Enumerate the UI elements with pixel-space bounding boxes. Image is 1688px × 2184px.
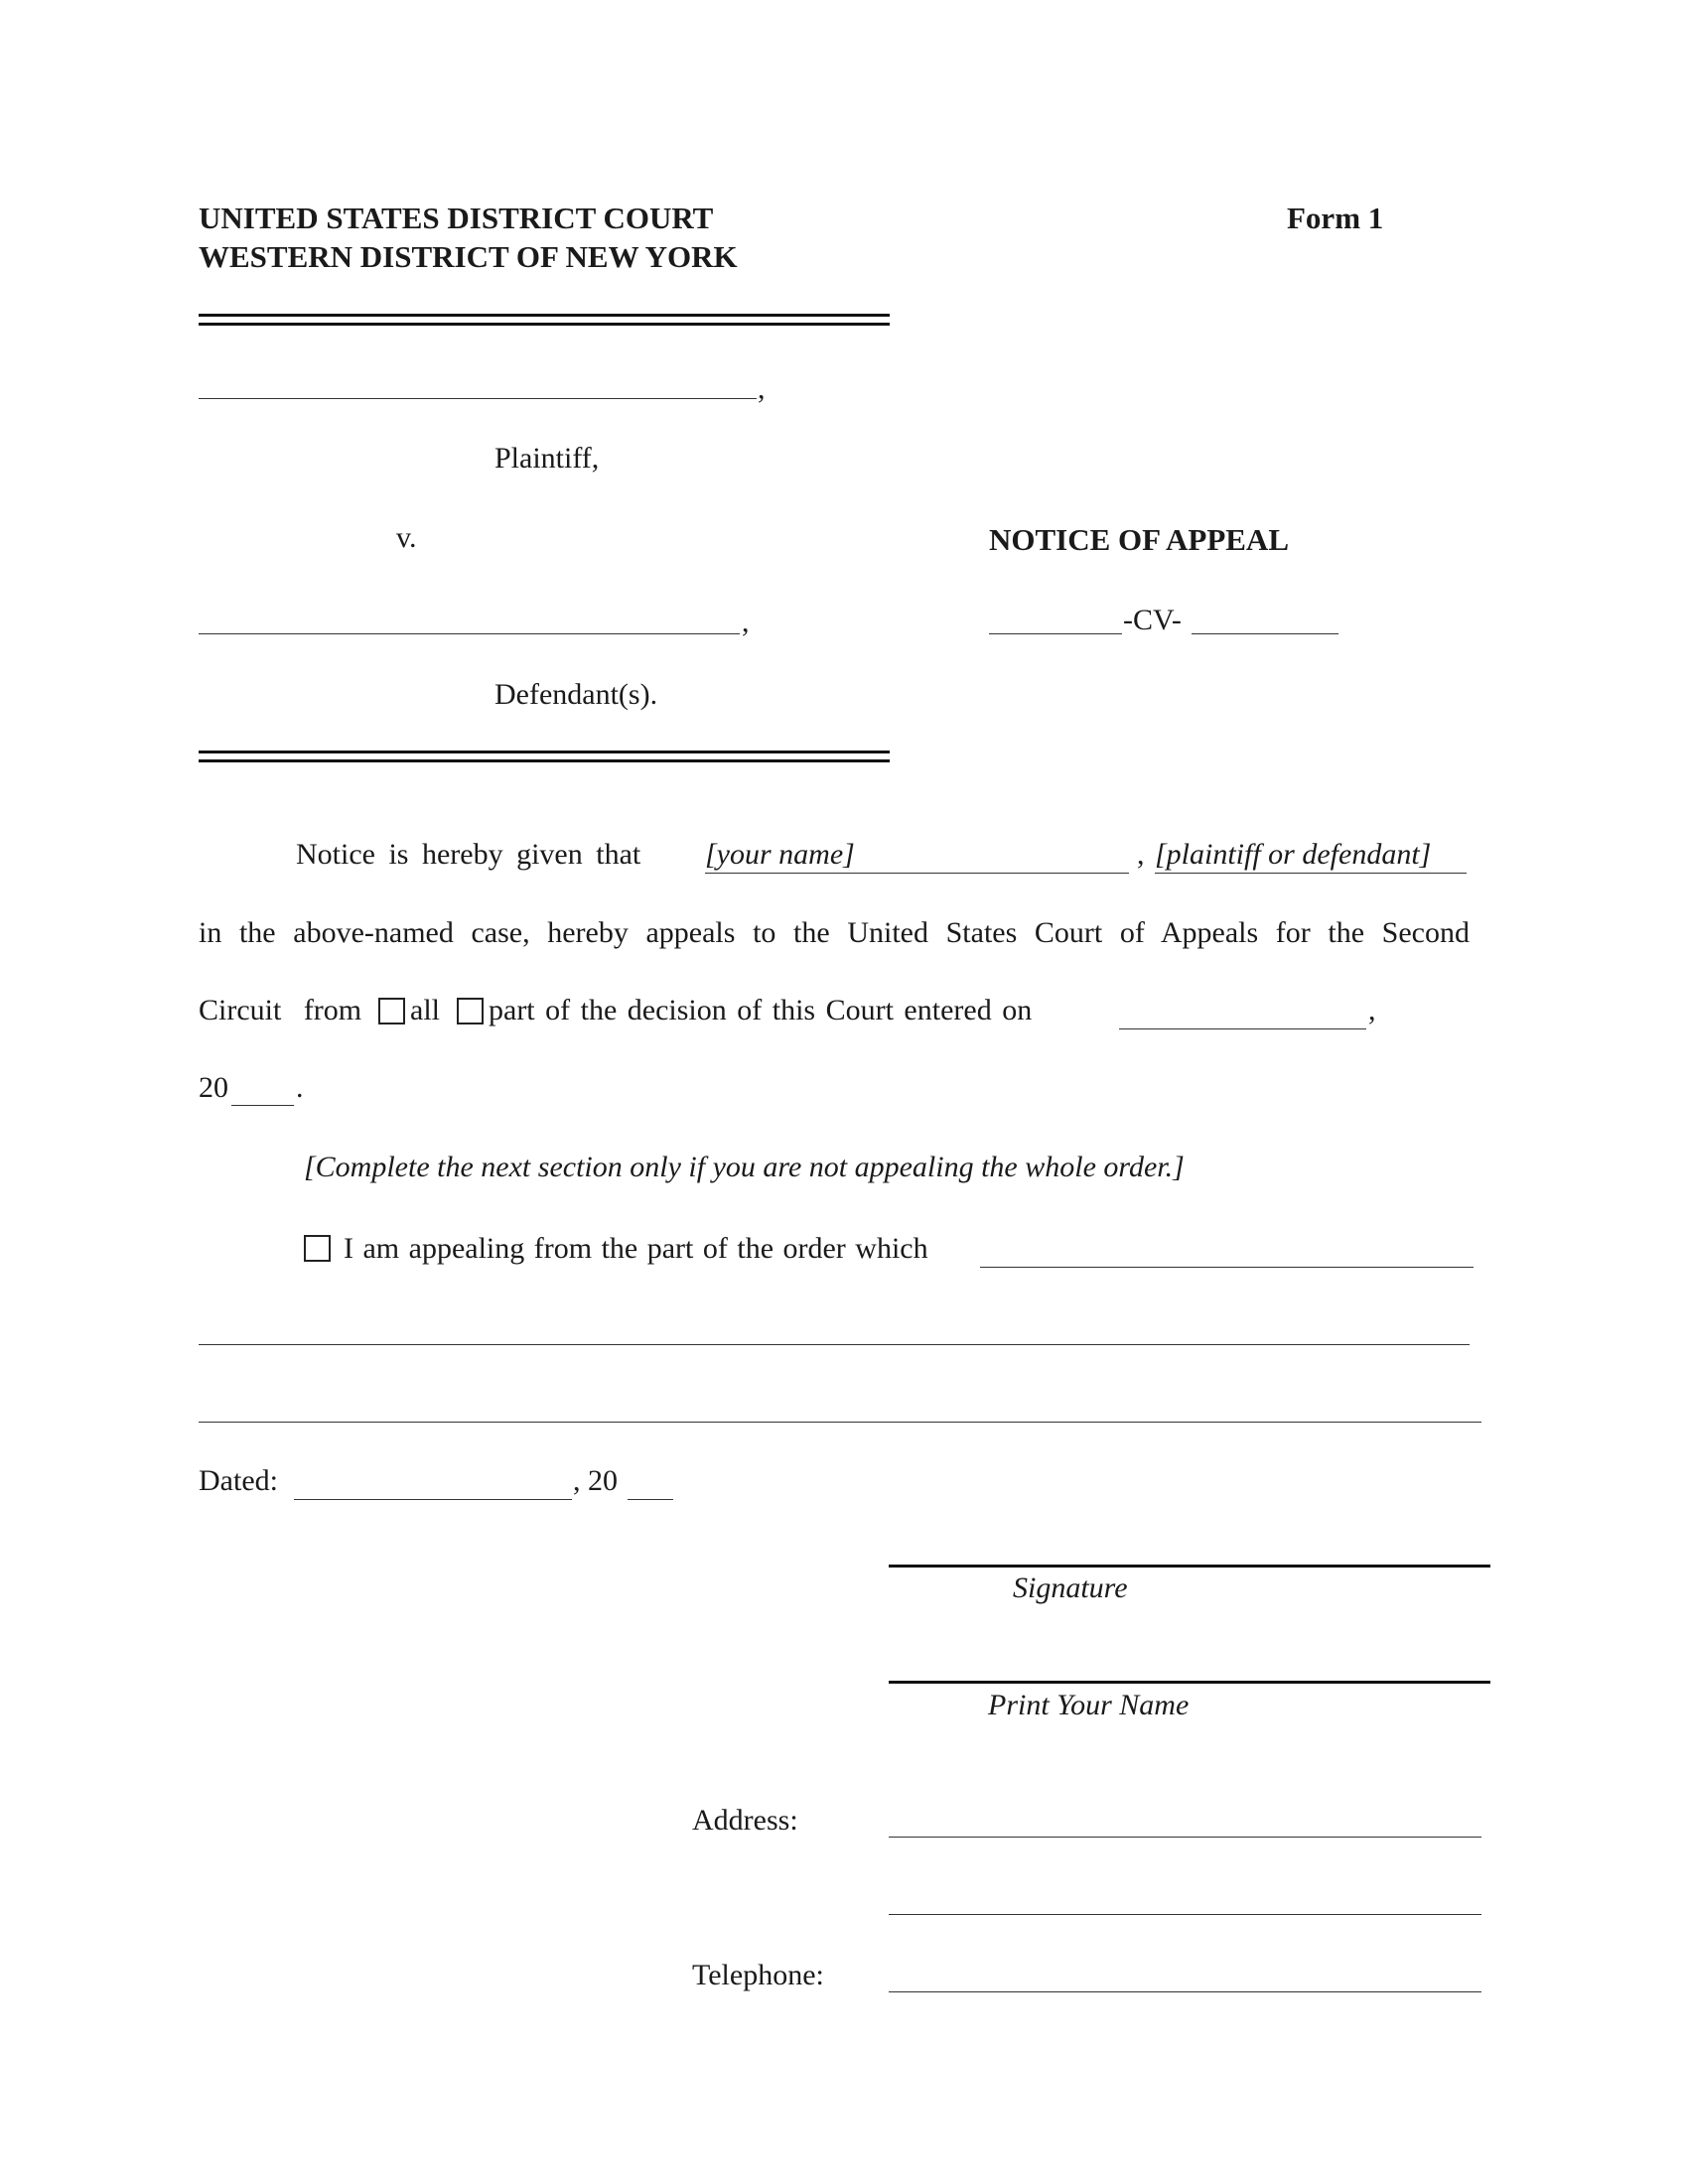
dated-year-prefix: , 20 bbox=[573, 1464, 618, 1497]
party-field[interactable] bbox=[1155, 873, 1467, 874]
signature-label: Signature bbox=[1013, 1571, 1128, 1604]
part-checkbox[interactable] bbox=[457, 998, 484, 1024]
address-field-2[interactable] bbox=[889, 1914, 1481, 1915]
year-prefix: 20 bbox=[199, 1071, 228, 1104]
address-field-1[interactable] bbox=[889, 1837, 1481, 1838]
form-label: Form 1 bbox=[1287, 201, 1384, 235]
case-number-year-field[interactable] bbox=[989, 633, 1122, 634]
partial-appeal-field-1[interactable] bbox=[980, 1267, 1474, 1268]
partial-appeal-field-2[interactable] bbox=[199, 1344, 1470, 1345]
telephone-field[interactable] bbox=[889, 1991, 1481, 1992]
signature-line[interactable] bbox=[889, 1565, 1490, 1568]
telephone-label: Telephone: bbox=[692, 1959, 824, 1991]
plaintiff-name-field[interactable] bbox=[199, 398, 757, 399]
case-number-field[interactable] bbox=[1192, 633, 1338, 634]
your-name-field[interactable] bbox=[705, 873, 1129, 874]
court-name-line1: UNITED STATES DISTRICT COURT bbox=[199, 201, 714, 235]
case-number-cv: -CV- bbox=[1123, 604, 1182, 636]
document-title: NOTICE OF APPEAL bbox=[989, 522, 1289, 557]
dated-label: Dated: bbox=[199, 1464, 278, 1497]
circuit-from-text: Circuit from bbox=[199, 994, 362, 1026]
partial-appeal-checkbox[interactable] bbox=[304, 1235, 331, 1262]
notice-intro-text: Notice is hereby given that bbox=[296, 838, 641, 871]
court-name-line2: WESTERN DISTRICT OF NEW YORK bbox=[199, 239, 738, 274]
print-name-line[interactable] bbox=[889, 1681, 1490, 1684]
name-comma: , bbox=[1137, 838, 1145, 871]
entered-date-field[interactable] bbox=[1119, 1028, 1366, 1029]
appeal-statement-line: in the above-named case, hereby appeals to the United States Court of Appeals for the Second bbox=[199, 916, 1470, 949]
plaintiff-comma: , bbox=[758, 372, 766, 405]
year-period: . bbox=[296, 1071, 304, 1104]
partial-appeal-text: I am appealing from the part of the order which bbox=[344, 1232, 928, 1265]
all-checkbox[interactable] bbox=[378, 998, 405, 1024]
entered-year-field[interactable] bbox=[231, 1105, 294, 1106]
caption-bottom-double-rule bbox=[199, 751, 890, 762]
your-name-hint: [your name] bbox=[705, 838, 855, 871]
defendant-name-field[interactable] bbox=[199, 633, 740, 634]
versus-label: v. bbox=[396, 521, 417, 554]
partial-appeal-field-3[interactable] bbox=[199, 1422, 1481, 1423]
party-hint: [plaintiff or defendant] bbox=[1155, 838, 1432, 871]
defendant-comma: , bbox=[742, 606, 750, 638]
address-label: Address: bbox=[692, 1804, 798, 1837]
plaintiff-label: Plaintiff, bbox=[494, 442, 600, 475]
dated-field[interactable] bbox=[294, 1499, 572, 1500]
instruction-text: [Complete the next section only if you are not appealing the whole order.] bbox=[304, 1151, 1185, 1183]
entered-date-comma: , bbox=[1368, 994, 1376, 1026]
part-label: part of the decision of this Court entered on bbox=[489, 994, 1033, 1026]
dated-year-field[interactable] bbox=[628, 1499, 673, 1500]
defendant-label: Defendant(s). bbox=[494, 678, 658, 711]
caption-top-double-rule bbox=[199, 314, 890, 326]
print-name-label: Print Your Name bbox=[988, 1689, 1190, 1721]
all-label: all bbox=[410, 994, 440, 1026]
